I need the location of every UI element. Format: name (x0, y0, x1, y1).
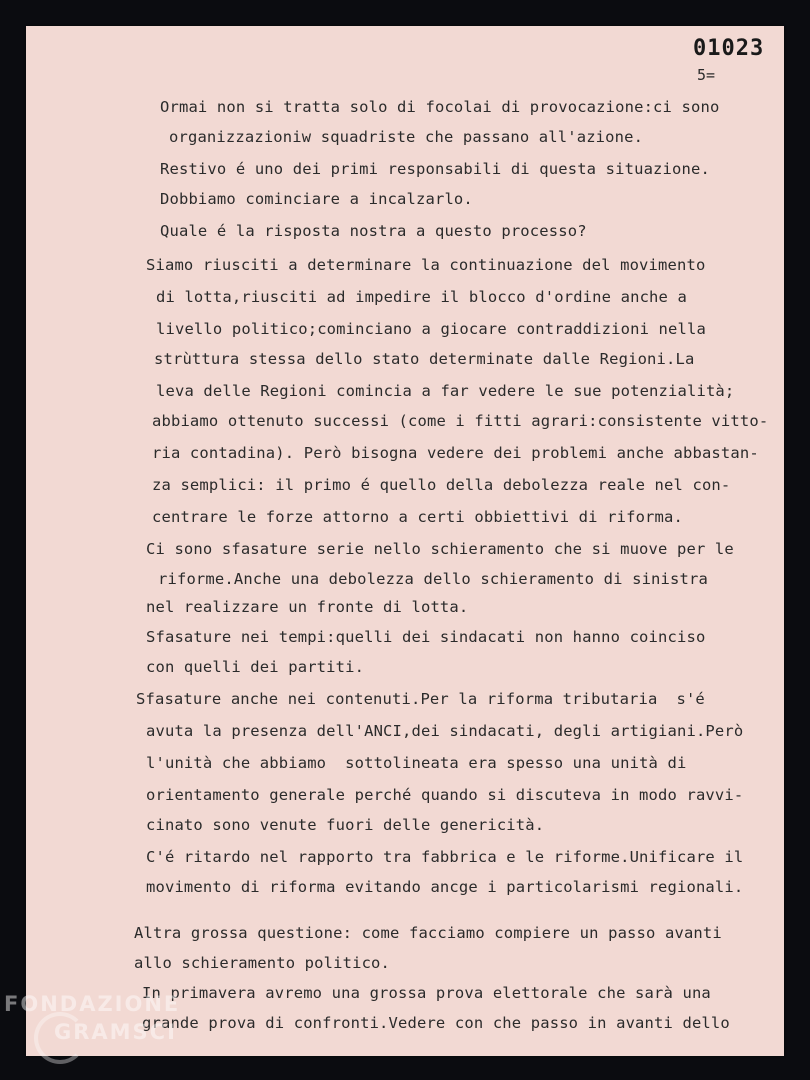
text-line: leva delle Regioni comincia a far vedere le sue potenzialità; (156, 382, 735, 400)
text-line: nel realizzare un fronte di lotta. (146, 598, 469, 616)
text-line: Restivo é uno dei primi responsabili di questa situazione. (160, 160, 710, 178)
text-line: Dobbiamo cominciare a incalzarlo. (160, 190, 473, 208)
text-line: di lotta,riusciti ad impedire il blocco d'ordine anche a (156, 288, 687, 306)
text-line: za semplici: il primo é quello della debolezza reale nel con- (152, 476, 731, 494)
text-line: Ci sono sfasature serie nello schieramento che si muove per le (146, 540, 734, 558)
text-line: Ormai non si tratta solo di focolai di provocazione:ci sono (160, 98, 720, 116)
text-line: orientamento generale perché quando si discuteva in modo ravvi- (146, 786, 744, 804)
text-line: In primavera avremo una grossa prova elettorale che sarà una (142, 984, 711, 1002)
text-line: allo schieramento politico. (134, 954, 391, 972)
text-line: Sfasature anche nei contenuti.Per la riforma tributaria s'é (136, 690, 705, 708)
text-line: cinato sono venute fuori delle genericità. (146, 816, 545, 834)
text-line: abbiamo ottenuto successi (come i fitti agrari:consistente vitto- (152, 412, 769, 430)
text-line: livello politico;cominciano a giocare contraddizioni nella (156, 320, 706, 338)
page-number-mark: 5= (697, 66, 716, 84)
text-line: movimento di riforma evitando ancge i particolarismi regionali. (146, 878, 744, 896)
text-line: con quelli dei partiti. (146, 658, 365, 676)
text-line: centrare le forze attorno a certi obbiettivi di riforma. (152, 508, 683, 526)
text-line: ria contadina). Però bisogna vedere dei problemi anche abbastan- (152, 444, 759, 462)
text-line: Sfasature nei tempi:quelli dei sindacati non hanno coinciso (146, 628, 706, 646)
text-line: avuta la presenza dell'ANCI,dei sindacati, degli artigiani.Però (146, 722, 744, 740)
text-line: grande prova di confronti.Vedere con che passo in avanti dello (142, 1014, 730, 1032)
text-line: Quale é la risposta nostra a questo processo? (160, 222, 587, 240)
text-line: C'é ritardo nel rapporto tra fabbrica e le riforme.Unificare il (146, 848, 744, 866)
text-line: Altra grossa questione: come facciamo compiere un passo avanti (134, 924, 722, 942)
text-line: l'unità che abbiamo sottolineata era spesso una unità di (146, 754, 687, 772)
watermark-line-1: FONDAZIONE (4, 992, 181, 1016)
text-line: riforme.Anche una debolezza dello schieramento di sinistra (158, 570, 708, 588)
text-line: Siamo riusciti a determinare la continuazione del movimento (146, 256, 706, 274)
fondazione-gramsci-watermark (4, 992, 181, 1044)
text-line: strùttura stessa dello stato determinate dalle Regioni.La (154, 350, 695, 368)
watermark-line-2: GRAMSCI (54, 1020, 177, 1044)
text-line: organizzazioniw squadriste che passano all'azione. (169, 128, 644, 146)
archive-number: 01023 (693, 36, 765, 61)
